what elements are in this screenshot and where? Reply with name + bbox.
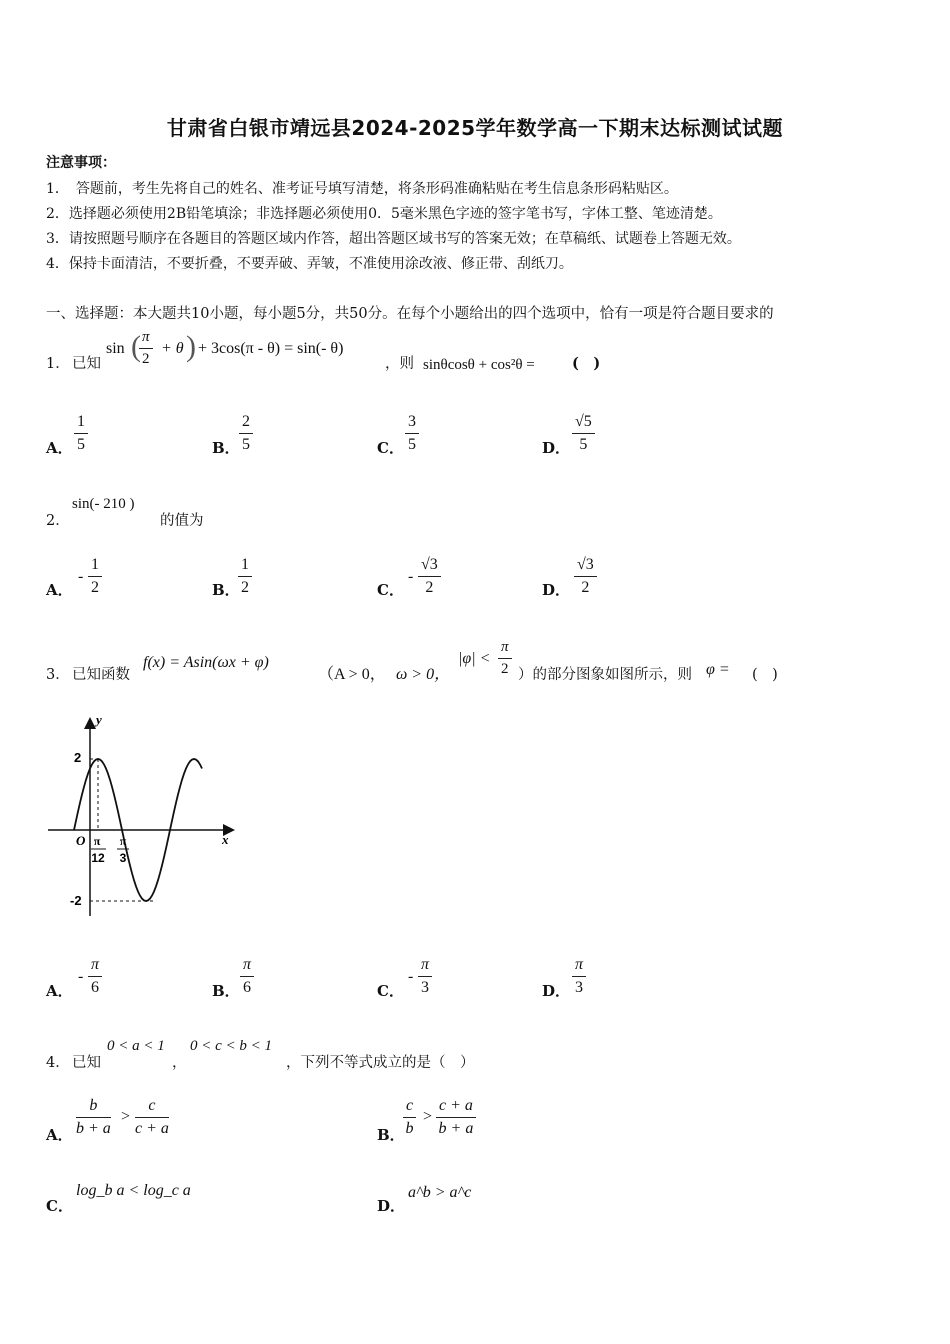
option-label-c: C． bbox=[46, 1197, 73, 1215]
q3-condition-a: （A > 0， bbox=[318, 666, 386, 683]
q3-option-a-value: $\frac{\pi}{6}$ bbox=[88, 956, 102, 997]
q1-left-paren: ( bbox=[131, 330, 141, 363]
q3-function: f(x) = Asin(ωx + φ) bbox=[143, 654, 269, 671]
tick-pi3-den: 3 bbox=[119, 851, 127, 865]
option-label-d: D． bbox=[542, 982, 571, 1000]
question-number: 2． bbox=[46, 513, 70, 529]
question-lead: 已知 bbox=[72, 356, 101, 372]
option-label-d: D． bbox=[377, 1197, 406, 1215]
q1-right-paren: ) bbox=[186, 330, 196, 363]
option-label-c: C． bbox=[377, 581, 404, 599]
q4-option-b-right: $\frac{c + a}{b + a}$ bbox=[436, 1097, 476, 1138]
q3-condition-fraction: $\frac{\pi}{2}$ bbox=[498, 639, 512, 678]
q3-option-c-value: $\frac{\pi}{3}$ bbox=[418, 956, 432, 997]
page-title: 甘肃省白银市靖远县2024-2025学年数学高一下期末达标测试试题 bbox=[166, 116, 784, 140]
q4-condition-1: 0 < a < 1 bbox=[107, 1038, 165, 1054]
option-label-b: B． bbox=[212, 439, 240, 457]
q2-option-a-sign: - bbox=[78, 568, 84, 585]
option-label-b: B． bbox=[377, 1126, 405, 1144]
section-heading: 一、选择题：本大题共10小题，每小题5分，共50分。在每个小题给出的四个选项中，恰有一项是符合题目要求的 bbox=[46, 306, 774, 322]
answer-blank: ( ) bbox=[752, 667, 778, 683]
q4-option-d-expr: a^b > a^c bbox=[408, 1184, 472, 1201]
q2-text: 的值为 bbox=[160, 513, 204, 529]
option-label-c: C． bbox=[377, 439, 404, 457]
option-label-d: D． bbox=[542, 581, 571, 599]
question-number: 1． bbox=[46, 356, 70, 372]
q3-phi: φ = bbox=[706, 661, 730, 678]
option-label-c: C． bbox=[377, 982, 404, 1000]
option-label-d: D． bbox=[542, 439, 571, 457]
x-axis-label: x bbox=[222, 832, 229, 847]
notice-item: 1． 答题前，考生先将自己的姓名、准考证号填写清楚，将条形码准确粘贴在考生信息条形码粘贴区。 bbox=[46, 181, 678, 197]
q1-then: ，则 bbox=[385, 356, 414, 372]
q1-plus-theta: + θ bbox=[161, 340, 184, 357]
q1-option-a-value: $\frac{1}{5}$ bbox=[74, 413, 88, 454]
option-label-a: A． bbox=[46, 581, 73, 599]
question-number: 4． bbox=[46, 1055, 70, 1071]
q4-option-a-right: $\frac{c}{c + a}$ bbox=[135, 1097, 169, 1137]
q4-option-a-left: $\frac{b}{b + a}$ bbox=[76, 1097, 111, 1137]
q4-comma: ， bbox=[172, 1055, 187, 1071]
notice-heading: 注意事项： bbox=[46, 155, 116, 171]
option-label-a: A． bbox=[46, 439, 73, 457]
q4-option-b-op: > bbox=[423, 1108, 433, 1125]
question-number: 3． bbox=[46, 667, 70, 683]
q4-condition-2: 0 < c < b < 1 bbox=[190, 1038, 273, 1054]
q1-sin: sin bbox=[106, 340, 125, 357]
q2-option-d-value: $\frac{√3}{2}$ bbox=[574, 556, 597, 597]
y-min-label: -2 bbox=[70, 893, 82, 908]
q3-tail: ）的部分图象如图所示，则 bbox=[518, 667, 692, 683]
q2-option-c-sign: - bbox=[408, 568, 414, 585]
q3-option-a-sign: - bbox=[78, 968, 84, 985]
option-label-b: B． bbox=[212, 581, 240, 599]
q3-option-b-value: $\frac{\pi}{6}$ bbox=[240, 956, 254, 997]
q2-option-b-value: $\frac{1}{2}$ bbox=[238, 556, 252, 597]
q3-option-c-sign: - bbox=[408, 968, 414, 985]
tick-pi12-den: 12 bbox=[91, 851, 105, 865]
q4-option-a-op: > bbox=[121, 1108, 131, 1125]
q4-tail: ，下列不等式成立的是（ ） bbox=[286, 1055, 475, 1071]
q1-expression: sinθcosθ + cos²θ = bbox=[423, 357, 535, 373]
origin-label: O bbox=[76, 833, 86, 848]
option-label-a: A． bbox=[46, 1126, 73, 1144]
q4-option-b-left: $\frac{c}{b}$ bbox=[403, 1097, 416, 1138]
q2-option-a-value: $\frac{1}{2}$ bbox=[88, 556, 102, 597]
notice-item: 4．保持卡面清洁，不要折叠，不要弄破、弄皱，不准使用涂改液、修正带、刮纸刀。 bbox=[46, 256, 573, 272]
tick-pi3-num: π bbox=[119, 834, 127, 848]
q3-condition-omega: ω > 0， bbox=[396, 666, 451, 683]
y-axis-label: y bbox=[96, 712, 102, 727]
q2-option-c-value: $\frac{√3}{2}$ bbox=[418, 556, 441, 597]
notice-item: 2．选择题必须使用2B铅笔填涂；非选择题必须使用0．5毫米黑色字迹的签字笔书写，字体工整、笔迹清楚。 bbox=[46, 206, 722, 222]
q1-option-b-value: $\frac{2}{5}$ bbox=[239, 413, 253, 454]
q2-expression: sin(- 210 ) bbox=[72, 496, 135, 512]
option-label-b: B． bbox=[212, 982, 240, 1000]
tick-pi12-num: π bbox=[93, 834, 101, 848]
q1-option-d-value: $\frac{√5}{5}$ bbox=[572, 413, 595, 454]
notice-item: 3．请按照题号顺序在各题目的答题区域内作答，超出答题区域书写的答案无效；在草稿纸、试题卷上答题无效。 bbox=[46, 231, 741, 247]
y-max-label: 2 bbox=[74, 750, 82, 765]
q1-equation: + 3cos(π - θ) = sin(- θ) bbox=[198, 340, 344, 357]
q3-condition-phi: |φ| < bbox=[458, 650, 491, 667]
option-label-a: A． bbox=[46, 982, 73, 1000]
q1-fraction: $\frac{\pi}{2}$ bbox=[139, 329, 153, 368]
question-lead: 已知 bbox=[72, 1055, 101, 1071]
q3-option-d-value: $\frac{\pi}{3}$ bbox=[572, 956, 586, 997]
answer-blank: ( ) bbox=[572, 355, 601, 372]
q1-option-c-value: $\frac{3}{5}$ bbox=[405, 413, 419, 454]
sine-graph bbox=[40, 712, 240, 922]
q4-option-c-expr: log_b a < log_c a bbox=[76, 1182, 191, 1199]
question-lead: 已知函数 bbox=[72, 667, 130, 683]
